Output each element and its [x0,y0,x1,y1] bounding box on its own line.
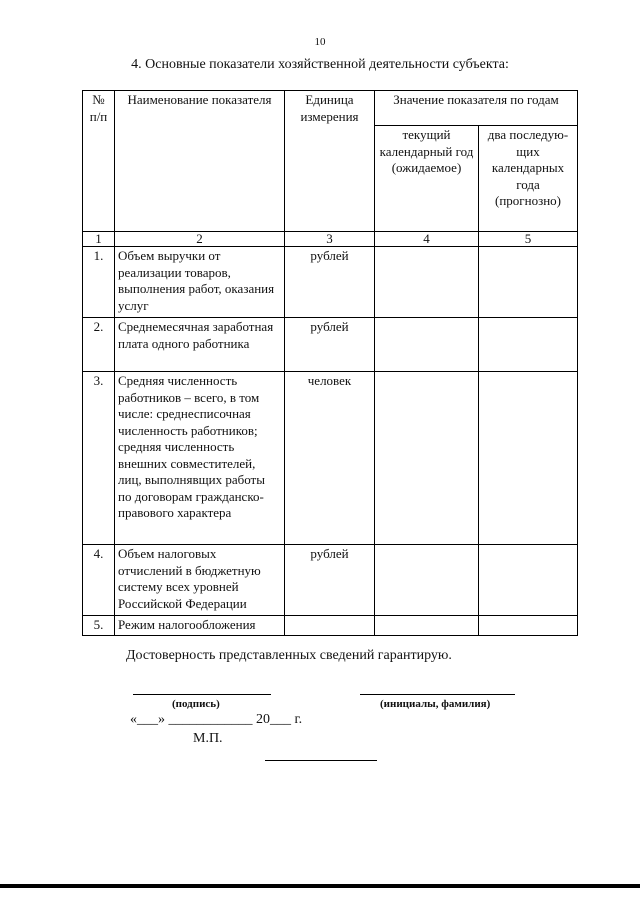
initials-line [360,694,515,695]
index-cell: 1 [83,232,115,247]
table-row [83,318,578,372]
section-heading: 4. Основные показатели хозяйственной деятельности субъекта: [131,57,509,72]
index-cell: 5 [479,232,578,247]
signature-caption: (подпись) [172,698,220,710]
row-unit: рублей [285,545,375,616]
index-cell: 4 [375,232,479,247]
stamp-label: М.П. [193,731,223,746]
row-unit: рублей [285,247,375,318]
indicators-table [82,90,578,636]
bottom-signature-line [265,760,377,761]
value-current-cell [375,247,479,318]
table-row [83,545,578,616]
row-name: Средняя численность работников – всего, в том числе: среднесписочная численность работников; средняя численность внешних совместителей, лиц, выполнявщих работы по договорам гражданско-правового характера [115,372,285,545]
row-name: Объем выручки от реализации товаров, выполнения работ, оказания услуг [115,247,285,318]
value-current-cell [375,616,479,636]
index-cell: 3 [285,232,375,247]
guarantee-statement: Достоверность представленных сведений гарантирую. [126,648,452,663]
value-forecast-cell [479,372,578,545]
header-unit: Единица измерения [285,91,375,232]
value-current-cell [375,372,479,545]
initials-caption: (инициалы, фамилия) [380,698,491,710]
table-row [83,372,578,545]
row-unit: рублей [285,318,375,372]
header-num: № п/п [83,91,115,232]
row-unit [285,616,375,636]
value-forecast-cell [479,247,578,318]
column-index-row [83,232,578,247]
header-next-years: два последую-щих календарных года (прогнозно) [479,126,578,232]
row-unit: человек [285,372,375,545]
page-number: 10 [314,36,326,48]
row-number: 1. [83,247,115,318]
table-row [83,247,578,318]
row-number: 4. [83,545,115,616]
index-cell: 2 [115,232,285,247]
header-value-group: Значение показателя по годам [375,91,578,126]
row-name: Среднемесячная заработная плата одного работника [115,318,285,372]
header-name: Наименование показателя [115,91,285,232]
date-line: «___» ____________ 20___ г. [130,712,303,727]
table-row [83,616,578,636]
row-name: Режим налогообложения [115,616,285,636]
row-number: 2. [83,318,115,372]
value-current-cell [375,545,479,616]
row-number: 3. [83,372,115,545]
row-number: 5. [83,616,115,636]
page-bottom-rule [0,884,640,888]
signature-line [133,694,271,695]
header-current-year: текущий календарный год (ожидаемое) [375,126,479,232]
value-forecast-cell [479,616,578,636]
row-name: Объем налоговых отчислений в бюджетную систему всех уровней Российской Федерации [115,545,285,616]
value-forecast-cell [479,545,578,616]
value-forecast-cell [479,318,578,372]
value-current-cell [375,318,479,372]
